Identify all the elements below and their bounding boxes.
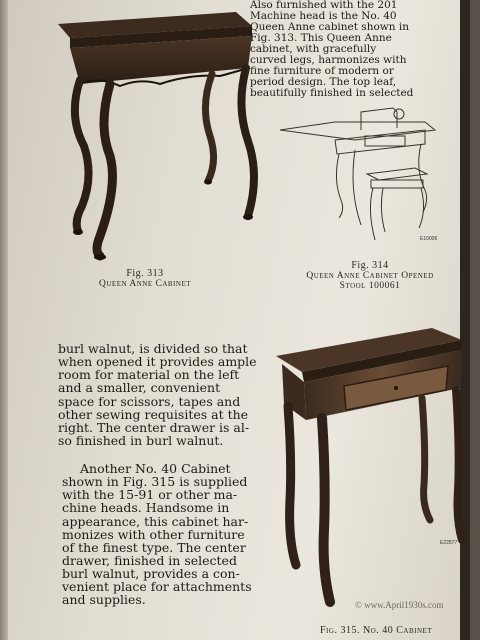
fig314-title: Queen Anne Cabinet Opened [306,271,434,281]
body-line: monizes with other furniture [62,526,245,542]
top-line: period design. The top leaf, [250,76,397,89]
body-line: appearance, this cabinet har- [62,513,249,529]
fig315-no40-cabinet-illustration [272,320,470,610]
book-spine-shadow [0,0,8,640]
top-line: cabinet, with gracefully [250,43,377,56]
fig315-engraving-code: E22877 [440,540,458,546]
fig313-queen-anne-cabinet-illustration [40,6,280,266]
fig315-caption [320,625,470,636]
fig313-title: Queen Anne Cabinet [99,279,191,289]
body-line: Another No. 40 Cabinet [80,461,231,476]
body-line: and supplies. [62,592,146,608]
fig314-subtitle: Stool 100061 [339,281,401,291]
fig314-engraving-code: E10006 [420,236,438,242]
body-paragraph-2 [62,462,282,606]
body-line: venient place for attachments [62,579,252,595]
body-line: when opened it provides ample [58,354,257,370]
body-line: chine heads. Handsome in [62,500,230,516]
body-paragraph-1 [58,342,278,447]
body-line: so finished in burl walnut. [58,432,224,448]
fig313-number: Fig. 313 [126,268,164,279]
top-line: curved legs, harmonizes with [250,54,407,67]
fig314-cabinet-opened-illustration [275,100,455,250]
fig314-number: Fig. 314 [351,260,389,271]
body-line: room for material on the left [58,367,240,383]
body-line: shown in Fig. 315 is supplied [62,474,248,490]
body-line: right. The center drawer is al- [58,419,250,435]
top-paragraph [250,0,455,99]
top-line: Machine head is the No. 40 [250,10,397,23]
top-line: beautifully finished in selected [250,87,414,100]
top-line: fine furniture of modern or [250,65,394,78]
body-line: space for scissors, tapes and [58,393,241,409]
body-line: burl walnut, provides a con- [62,566,240,581]
fig315-caption-text: Fig. 315. No. 40 Cabinet [320,625,433,636]
body-line: of the finest type. The center [62,539,246,555]
body-line: with the 15-91 or other ma- [62,487,238,503]
body-line: burl walnut, is divided so that [58,341,248,356]
top-line: Queen Anne cabinet shown in [250,21,409,34]
body-line: other sewing requisites at the [58,406,249,422]
top-line: Also furnished with the 201 [250,0,398,11]
body-line: and a smaller, convenient [58,380,221,396]
top-line: Fig. 313. This Queen Anne [250,32,392,45]
fig314-caption [290,260,450,291]
body-line: drawer, finished in selected [62,552,237,568]
fig313-caption [85,268,205,289]
watermark-text: © www.April1930s.com [355,600,444,610]
